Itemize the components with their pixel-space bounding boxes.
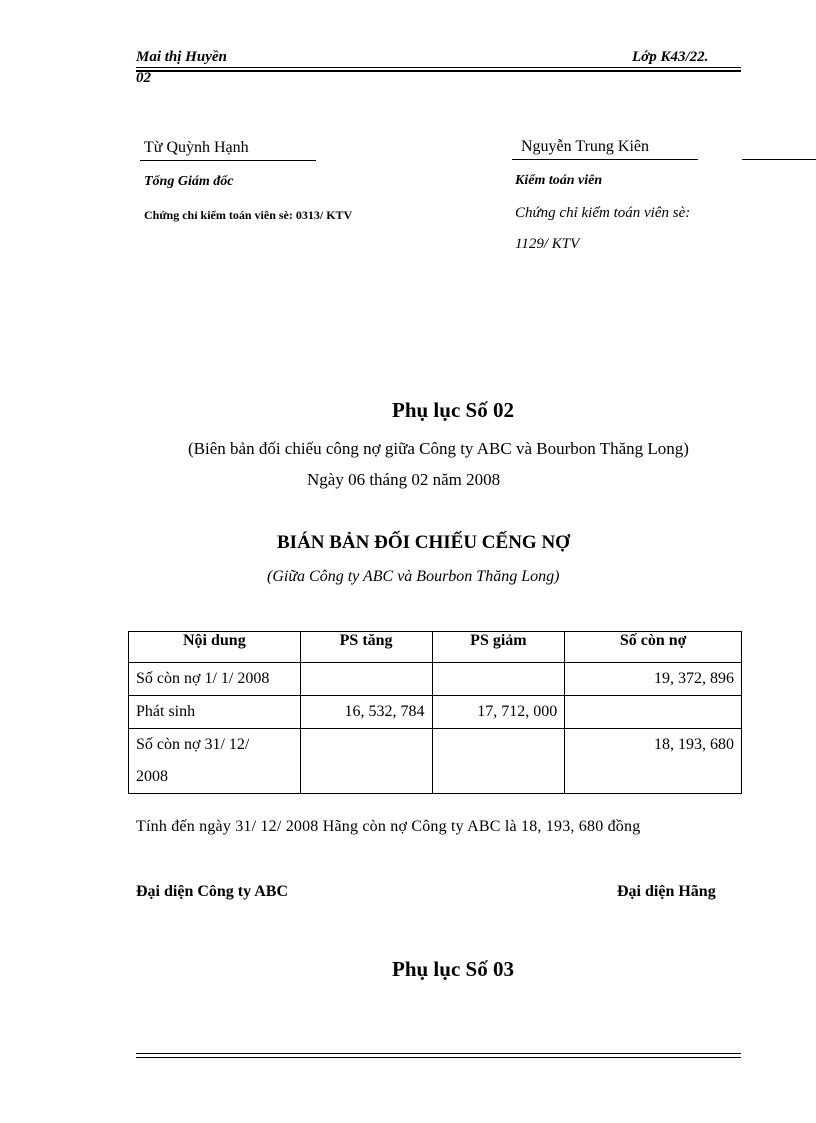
appendix-02-date: Ngày 06 tháng 02 năm 2008 <box>307 470 501 489</box>
signer-right-cert: Chứng chỉ kiểm toán viên sè: <box>515 205 691 221</box>
row-label: Phát sinh <box>129 696 301 729</box>
signer-right-underline <box>512 159 698 160</box>
column-header: Số còn nợ <box>565 632 742 663</box>
header-rule <box>136 67 741 68</box>
signer-right-name: Nguyễn Trung Kiên <box>521 138 650 155</box>
document-title: BIÁN BẢN ĐỐI CHIẾU CẾNG NỢ <box>277 532 570 553</box>
column-header: Nội dung <box>129 632 301 663</box>
row-label: Số còn nợ 1/ 1/ 2008 <box>129 663 301 696</box>
footer-rule <box>136 1057 741 1058</box>
row-label <box>129 729 301 794</box>
header-page-number: 02 <box>136 70 151 86</box>
footer-rule <box>136 1053 741 1054</box>
document-subtitle: (Giữa Công ty ABC và Bourbon Thăng Long) <box>267 568 560 585</box>
ps-giam-cell <box>432 729 565 794</box>
header-author: Mai thị Huyền <box>136 49 227 65</box>
debt-reconciliation-table <box>128 631 742 794</box>
table-row <box>129 663 742 696</box>
table-row <box>129 696 742 729</box>
representative-left: Đại diện Công ty ABC <box>136 883 289 900</box>
summary-text: Tính đến ngày 31/ 12/ 2008 Hãng còn nợ Công ty ABC là 18, 193, 680 đồng <box>136 818 641 835</box>
column-header: PS tăng <box>300 632 432 663</box>
row-label-line2: 2008 <box>136 768 168 785</box>
appendix-02-subtitle: (Biên bản đối chiếu công nợ giữa Công ty ABC và Bourbon Thăng Long) <box>188 439 689 458</box>
representative-right: Đại diện Hãng <box>617 883 716 900</box>
signer-right-role: Kiểm toán viên <box>515 173 603 188</box>
appendix-03-title: Phụ lục Số 03 <box>392 957 514 981</box>
so-con-no-cell: 19, 372, 896 <box>565 663 742 696</box>
row-label-line1: Số còn nợ 31/ 12/ <box>136 736 250 753</box>
table-header-row <box>129 632 742 663</box>
signer-left-underline <box>140 160 316 161</box>
signer-left-cert: Chứng chỉ kiểm toán viên sè: 0313/ KTV <box>144 208 353 222</box>
so-con-no-cell <box>565 696 742 729</box>
column-header: PS giảm <box>432 632 565 663</box>
signer-right-extra-line <box>742 159 816 160</box>
header-class: Lớp K43/22. <box>632 49 709 65</box>
table-row <box>129 729 742 794</box>
signer-left-name: Từ Quỳnh Hạnh <box>144 139 249 156</box>
ps-tang-cell <box>300 729 432 794</box>
ps-giam-cell: 17, 712, 000 <box>432 696 565 729</box>
appendix-02-title: Phụ lục Số 02 <box>392 398 514 422</box>
so-con-no-cell: 18, 193, 680 <box>565 729 742 794</box>
ps-giam-cell <box>432 663 565 696</box>
signer-right-cert-number: 1129/ KTV <box>515 236 580 252</box>
header-rule-thick <box>136 70 741 72</box>
ps-tang-cell <box>300 663 432 696</box>
signer-left-role: Tổng Giám đốc <box>144 174 234 189</box>
ps-tang-cell: 16, 532, 784 <box>300 696 432 729</box>
